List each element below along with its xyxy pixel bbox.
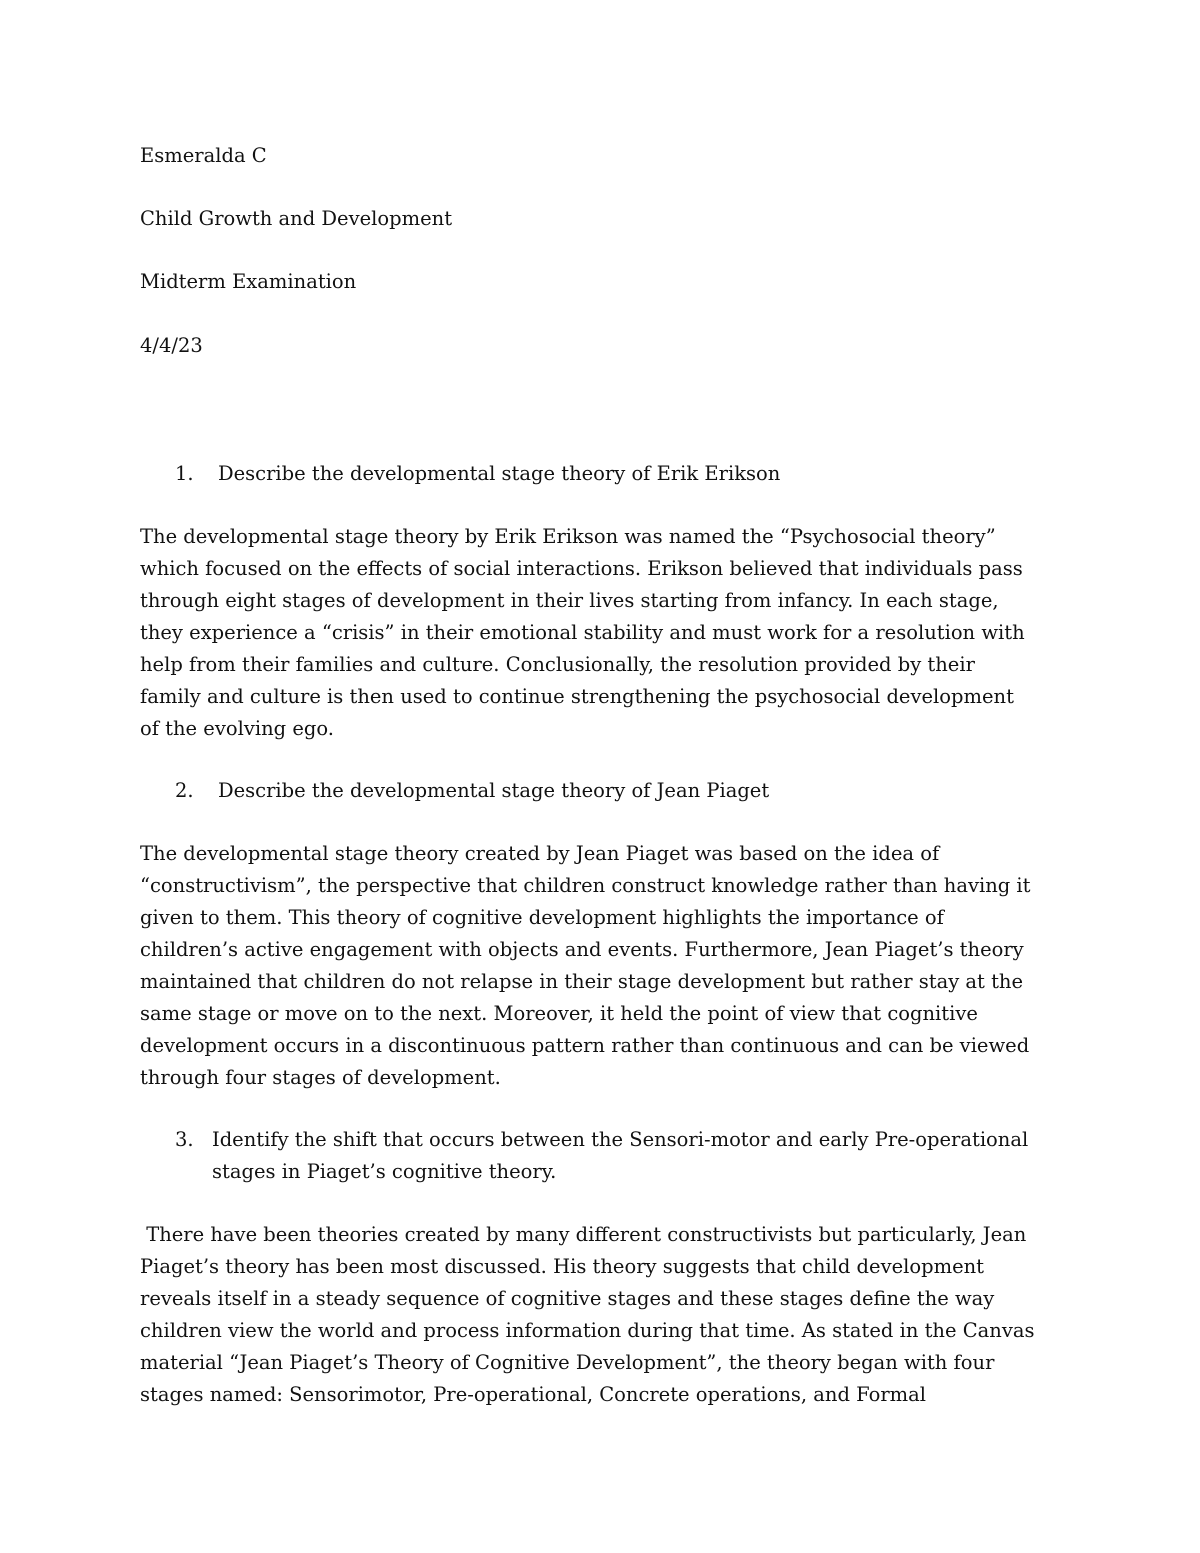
answer-1-line: through eight stages of development in their lives starting from infancy. In each stage, [140, 589, 999, 612]
answer-1-line: The developmental stage theory by Erik Erikson was named the “Psychosocial theory” [140, 525, 996, 548]
answer-3-line: children view the world and process information during that time. As stated in the Canvas [140, 1319, 1035, 1342]
answer-1 [140, 521, 1080, 745]
question-2-number: 2. [175, 779, 194, 802]
answer-3-line: Piaget’s theory has been most discussed. His theory suggests that child development [140, 1255, 985, 1278]
answer-3-line: stages named: Sensorimotor, Pre-operational, Concrete operations, and Formal [140, 1383, 927, 1406]
question-1-number: 1. [175, 462, 194, 485]
student-name: Esmeralda C [140, 144, 267, 167]
answer-2-line: through four stages of development. [140, 1066, 501, 1089]
answer-2-line: “constructivism”, the perspective that children construct knowledge rather than having it [140, 874, 1031, 897]
answer-3-line: There have been theories created by many different constructivists but particularly, Jean [140, 1223, 1027, 1246]
question-3-prompt-line-2: stages in Piaget’s cognitive theory. [212, 1160, 557, 1183]
answer-1-line: of the evolving ego. [140, 717, 334, 740]
question-2-prompt: Describe the developmental stage theory of Jean Piaget [218, 779, 770, 802]
answer-3-line: reveals itself in a steady sequence of cognitive stages and these stages define the way [140, 1287, 995, 1310]
answer-1-line: which focused on the effects of social interactions. Erikson believed that individuals pass [140, 557, 1023, 580]
course-title: Child Growth and Development [140, 207, 453, 230]
answer-3 [140, 1219, 1080, 1411]
question-3-prompt-line-1: Identify the shift that occurs between the Sensori-motor and early Pre-operational [212, 1128, 1029, 1151]
answer-2-line: maintained that children do not relapse in their stage development but rather stay at the [140, 970, 1024, 993]
answer-2-line: same stage or move on to the next. Moreover, it held the point of view that cognitive [140, 1002, 978, 1025]
answer-3-line: material “Jean Piaget’s Theory of Cognitive Development”, the theory began with four [140, 1351, 995, 1374]
answer-2-line: development occurs in a discontinuous pattern rather than continuous and can be viewed [140, 1034, 1030, 1057]
answer-2-line: given to them. This theory of cognitive development highlights the importance of [140, 906, 944, 929]
answer-2-line: children’s active engagement with objects and events. Furthermore, Jean Piaget’s theory [140, 938, 1024, 961]
question-3-number: 3. [175, 1128, 194, 1151]
exam-title: Midterm Examination [140, 270, 357, 293]
answer-1-line: help from their families and culture. Conclusionally, the resolution provided by their [140, 653, 975, 676]
answer-1-line: they experience a “crisis” in their emotional stability and must work for a resolution with [140, 621, 1025, 644]
exam-date: 4/4/23 [140, 334, 203, 357]
answer-2 [140, 838, 1080, 1094]
answer-1-line: family and culture is then used to continue strengthening the psychosocial development [140, 685, 1014, 708]
question-1-prompt: Describe the developmental stage theory of Erik Erikson [218, 462, 781, 485]
answer-2-line: The developmental stage theory created by Jean Piaget was based on the idea of [140, 842, 940, 865]
